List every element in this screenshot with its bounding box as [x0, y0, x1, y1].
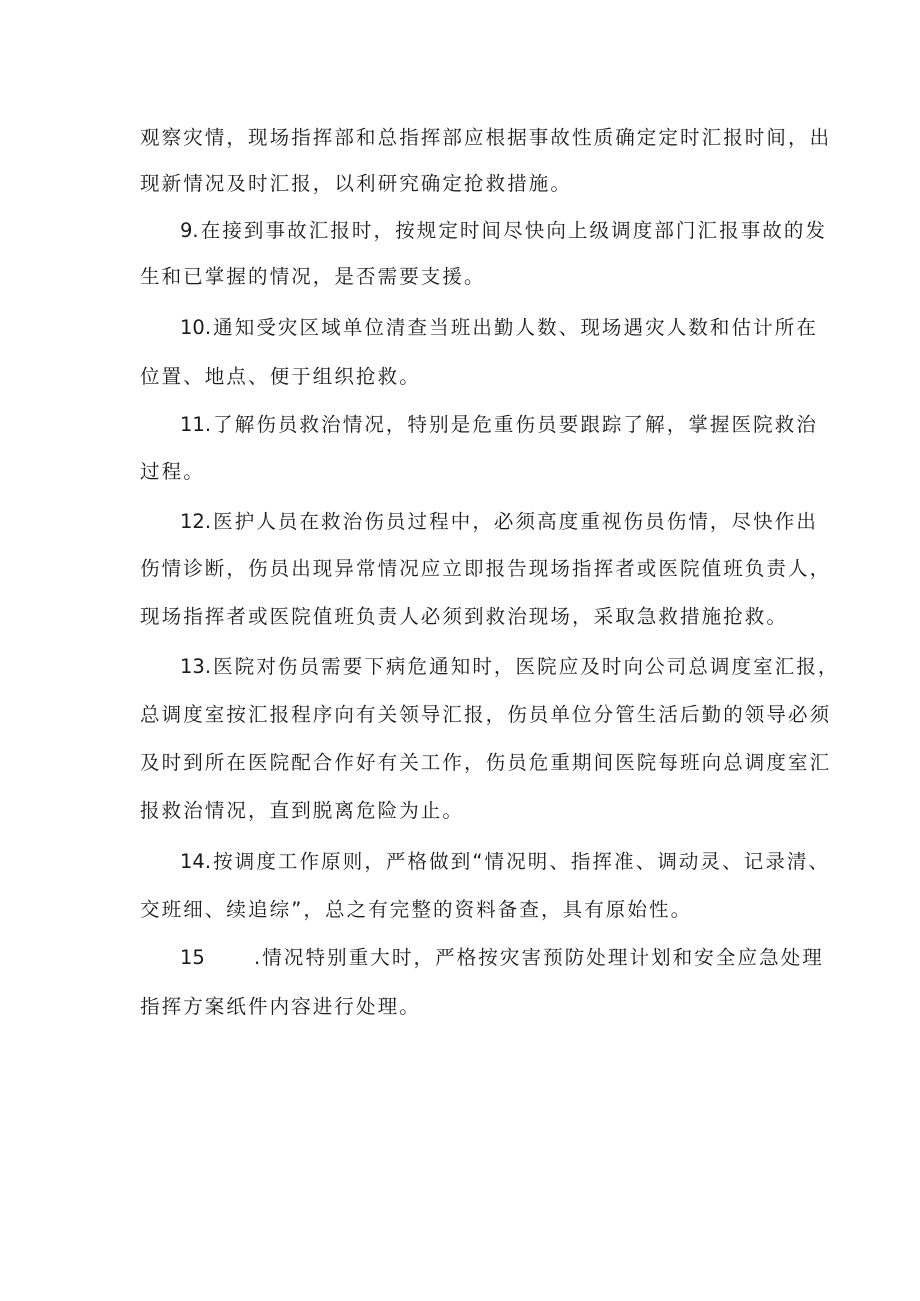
- item-12-text-1: .医护人员在救治伤员过程中，必须高度重视伤员伤情，尽快作出: [204, 510, 818, 533]
- item-11-line-2: 过程。: [140, 460, 205, 483]
- item-13-line-3: 及时到所在医院配合作好有关工作，伤员危重期间医院每班向总调度室汇: [140, 751, 832, 774]
- item-14-line-1: [180, 850, 831, 874]
- item-13-line-1: [180, 655, 840, 679]
- item-10-line-1: [180, 316, 818, 340]
- item-9-line-1: [180, 219, 828, 243]
- item-12-line-1: [180, 510, 818, 534]
- item-12-line-2: 伤情诊断，伤员出现异常情况应立即报告现场指挥者或医院值班负责人，: [140, 557, 832, 580]
- item-9-line-2: 生和已掌握的情况，是否需要支援。: [140, 265, 486, 288]
- item-15-line-2: 指挥方案纸件内容进行处理。: [140, 995, 421, 1018]
- item-14-text-1: .按调度工作原则，严格做到“情况明、指挥准、调动灵、记录清、: [204, 850, 831, 873]
- item-9-number: 9: [180, 219, 193, 242]
- item-13-line-4: 报救治情况，直到脱离危险为止。: [140, 799, 465, 822]
- item-13-line-2: 总调度室按汇报程序向有关领导汇报，伤员单位分管生活后勤的领导必须: [140, 703, 832, 726]
- intro-line-2: 现新情况及时汇报，以利研究确定抢救措施。: [140, 172, 573, 195]
- item-11-text-1: .了解伤员救治情况，特别是危重伤员要跟踪了解，掌握医院救治: [204, 413, 818, 436]
- item-11-number: 11: [180, 413, 205, 436]
- item-15-line-1: [180, 946, 824, 970]
- item-9-text-1: .在接到事故汇报时，按规定时间尽快向上级调度部门汇报事故的发: [192, 219, 828, 242]
- item-15-text-1: .情况特别重大时，严格按灾害预防处理计划和安全应急处理: [254, 946, 824, 969]
- item-12-number: 12: [180, 510, 205, 533]
- item-10-number: 10: [180, 316, 205, 339]
- item-11-line-1: [180, 413, 818, 437]
- item-13-number: 13: [180, 655, 205, 678]
- item-13-text-1: .医院对伤员需要下病危通知时，医院应及时向公司总调度室汇报，: [204, 655, 840, 678]
- item-14-line-2: 交班细、续追综”，总之有完整的资料备查，具有原始性。: [140, 898, 693, 921]
- item-15-number: 15: [180, 946, 205, 969]
- item-10-line-2: 位置、地点、便于组织抢救。: [140, 365, 421, 388]
- item-12-line-3: 现场指挥者或医院值班负责人必须到救治现场，采取急救措施抢救。: [140, 605, 789, 628]
- item-10-text-1: .通知受灾区域单位清查当班出勤人数、现场遇灾人数和估计所在: [204, 316, 818, 339]
- intro-line-1: 观察灾情，现场指挥部和总指挥部应根据事故性质确定定时汇报时间，出: [140, 126, 832, 149]
- item-14-number: 14: [180, 850, 205, 873]
